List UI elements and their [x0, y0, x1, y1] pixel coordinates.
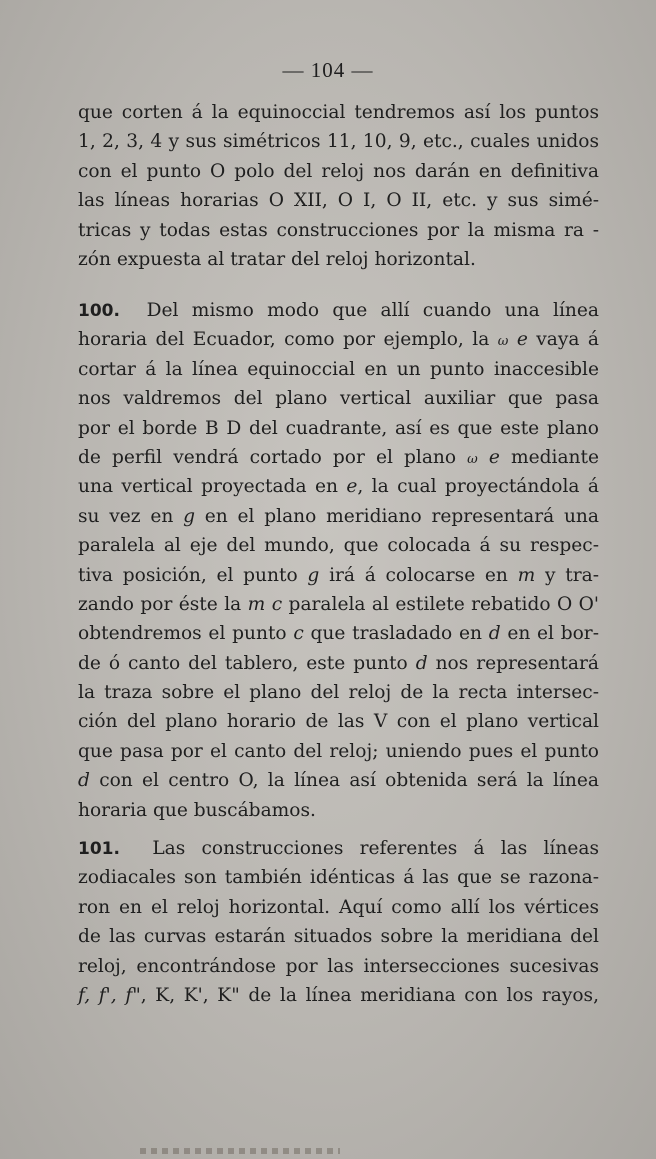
text-line	[78, 296, 599, 325]
text-run: en el bor-	[507, 623, 599, 645]
text-line	[78, 472, 599, 501]
math-m: m	[517, 564, 536, 586]
text-run: su vez en	[78, 505, 174, 527]
text-run: irá á colocarse en	[329, 564, 508, 586]
paragraph-100	[78, 296, 599, 825]
paragraph-intro	[78, 98, 599, 274]
text-line: las líneas horarias O XII, O I, O II, etc. y sus simé-	[78, 190, 599, 212]
text-line	[78, 766, 599, 795]
text-run: , la cual proyectándola á	[357, 476, 599, 498]
text-line: por el borde B D del cuadrante, así es que este plano	[78, 417, 599, 439]
text-line: que corten á la equinoccial tendremos así los puntos	[78, 102, 599, 123]
text-line: reloj, encontrándose por las intersecciones sucesivas	[78, 955, 599, 977]
text-run: , K, K', K" de la línea meridiana con los rayos,	[140, 984, 599, 1006]
text-line	[78, 649, 599, 678]
text-run: con el centro O, la línea así obtenida será la línea	[99, 770, 599, 792]
omega-symbol: ω	[497, 334, 509, 350]
text-line: ron en el reloj horizontal. Aquí como allí los vértices	[78, 896, 599, 918]
text-run: de ó canto del tablero, este punto	[78, 652, 408, 674]
text-run: Las construcciones referentes á las líneas	[152, 838, 599, 859]
text-run: en el plano meridiano representará una	[204, 505, 599, 527]
paragraph-number: 101.	[78, 839, 120, 859]
text-line	[78, 502, 599, 531]
math-d: d	[78, 770, 90, 792]
text-run: una vertical proyectada en	[78, 476, 338, 498]
math-e: e	[488, 446, 500, 468]
text-line: ción del plano horario de las V con el plano vertical	[78, 711, 599, 733]
text-run: paralela al estilete rebatido O O'	[288, 593, 599, 615]
math-e: e	[516, 329, 528, 351]
text-run: zando por éste la	[78, 593, 242, 615]
text-run: horaria del Ecuador, como por ejemplo, la	[78, 329, 490, 351]
text-line: 1, 2, 3, 4 y sus simétricos 11, 10, 9, etc., cuales unidos	[78, 131, 599, 153]
math-g: g	[183, 505, 196, 527]
text-line: con el punto O polo del reloj nos darán en definitiva	[78, 160, 599, 182]
text-run: tiva posición, el punto	[78, 564, 298, 586]
text-run: y tra-	[545, 564, 599, 586]
text-line: la traza sobre el plano del reloj de la recta intersec-	[78, 682, 599, 704]
text-line: paralela al eje del mundo, que colocada á su respec-	[78, 535, 599, 557]
paragraph-101	[78, 834, 599, 1010]
omega-symbol: ω	[467, 451, 478, 467]
text-line	[78, 619, 599, 648]
math-e: e	[346, 476, 358, 498]
page-number: — 104 —	[282, 58, 374, 82]
text-line: zón expuesta al tratar del reloj horizontal.	[78, 248, 476, 270]
text-line	[78, 325, 599, 354]
math-c: c	[293, 623, 304, 645]
text-run: de perfil vendrá cortado por el plano	[78, 446, 457, 468]
text-line: cortar á la línea equinoccial en un punto inaccesible	[78, 358, 599, 380]
text-line	[78, 981, 599, 1010]
math-f: f, f', f"	[78, 984, 141, 1006]
text-run: que trasladado en	[310, 623, 482, 645]
page-smudge	[140, 1148, 340, 1154]
text-line	[78, 834, 599, 863]
text-run: vaya á	[536, 329, 599, 351]
text-run: obtendremos el punto	[78, 623, 287, 645]
text-line: de las curvas estarán situados sobre la meridiana del	[78, 926, 599, 948]
text-line: nos valdremos del plano vertical auxiliar que pasa	[78, 388, 599, 410]
text-line: horaria que buscábamos.	[78, 799, 316, 821]
text-line	[78, 443, 599, 472]
text-line: tricas y todas estas construcciones por la misma ra -	[78, 219, 599, 241]
text-line: zodiacales son también idénticas á las que se razona-	[78, 867, 599, 889]
text-run: Del mismo modo que allí cuando una línea	[146, 300, 600, 321]
paragraph-number: 100.	[78, 301, 120, 321]
math-d: d	[488, 623, 501, 645]
math-mc: m c	[247, 593, 283, 615]
math-d: d	[415, 652, 428, 674]
text-line	[78, 561, 599, 590]
text-run: nos representará	[435, 652, 599, 674]
math-g: g	[307, 564, 320, 586]
text-line	[78, 590, 599, 619]
text-line: que pasa por el canto del reloj; uniendo pues el punto	[78, 740, 599, 762]
text-run: mediante	[510, 446, 600, 468]
